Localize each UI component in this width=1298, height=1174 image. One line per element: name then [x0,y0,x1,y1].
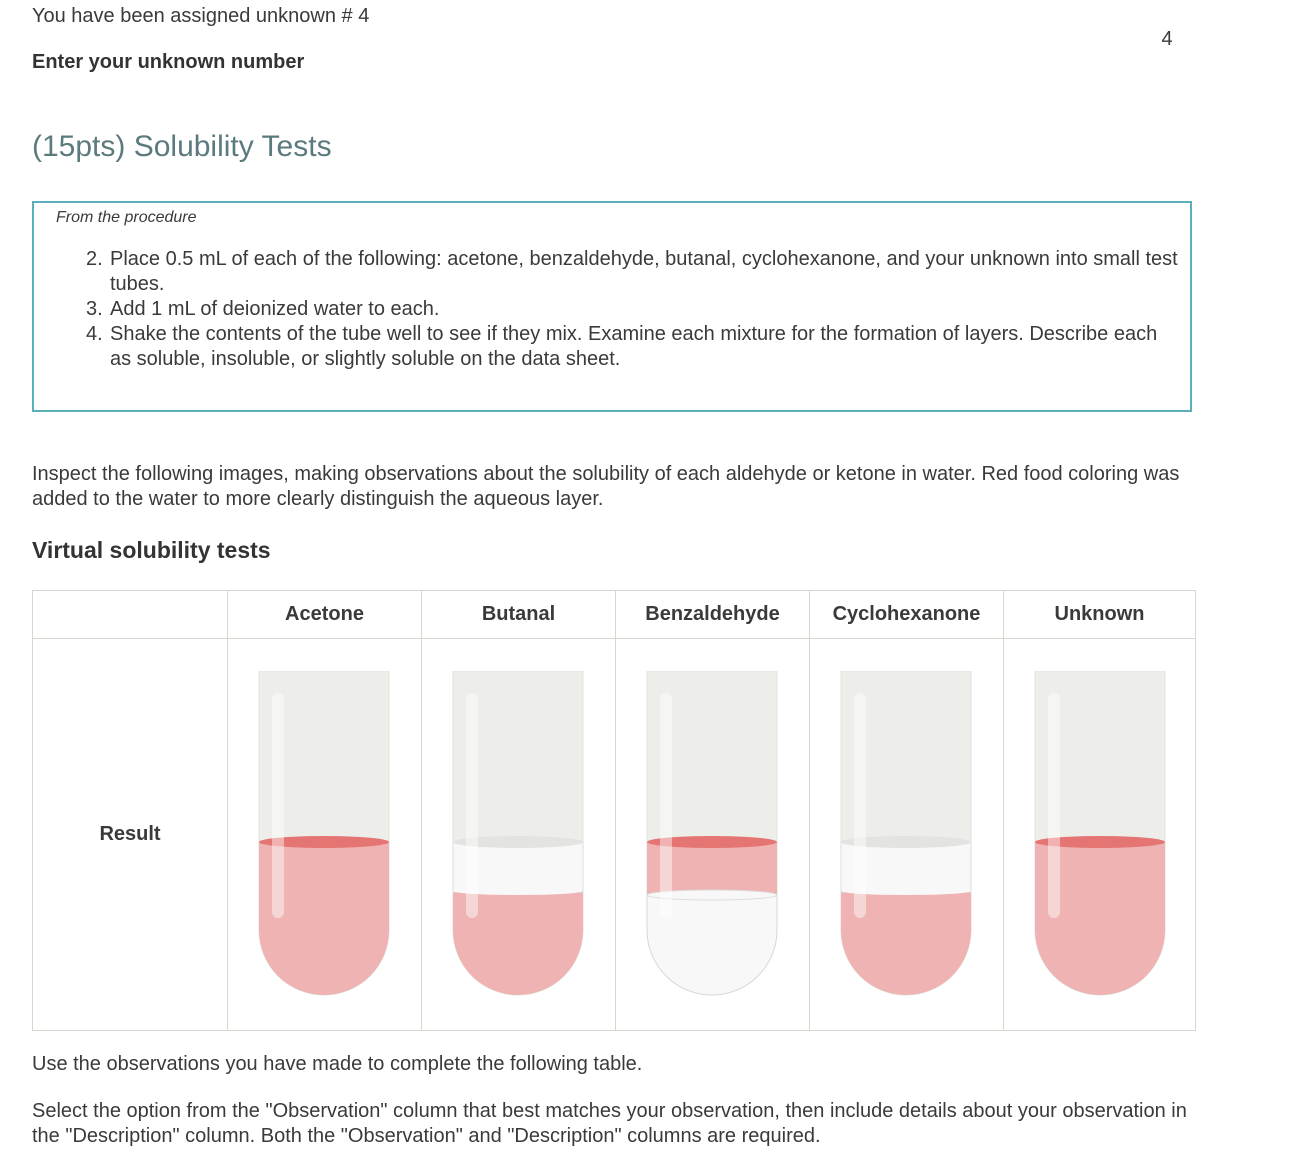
inspect-instructions: Inspect the following images, making observations about the solubility of each aldehyde or ketone in water. Red food coloring was added to the water to more clearly distinguish the aqueous layer. [32,463,1180,510]
column-header-butanal: Butanal [421,591,615,638]
assigned-text: You have been assigned unknown # 4 [32,5,370,27]
result-cell-acetone [227,639,421,1030]
column-header-unknown: Unknown [1003,591,1195,638]
test-tube-acetone [258,671,390,997]
glass-highlight [1048,693,1060,918]
result-cell-unknown [1003,639,1197,1030]
procedure-caption: From the procedure [56,209,197,226]
test-tube-cyclohexanone [840,671,972,997]
result-cell-cyclohexanone [809,639,1003,1030]
glass-highlight [466,693,478,918]
unknown-number-value[interactable]: 4 [1161,28,1173,50]
use-observations-text: Use the observations you have made to complete the following table. [32,1053,643,1075]
column-header-cyclohexanone: Cyclohexanone [809,591,1003,638]
solubility-table [32,590,1196,1031]
step-number: 2. [86,248,103,270]
result-row-label: Result [99,823,161,845]
section-title: (15pts) Solubility Tests [32,130,332,163]
procedure-step [86,297,1181,322]
glass-highlight [660,693,672,918]
test-tube-unknown [1034,671,1166,997]
step-number: 4. [86,323,103,345]
step-number: 3. [86,298,103,320]
table-title: Virtual solubility tests [32,537,271,563]
procedure-step [86,247,1181,297]
unknown-number-label: Enter your unknown number [32,51,305,73]
glass-highlight [272,693,284,918]
procedure-box [32,201,1192,412]
test-tube-butanal [452,671,584,997]
procedure-step [86,322,1181,372]
step-text: Place 0.5 mL of each of the following: acetone, benzaldehyde, butanal, cyclohexanone, and your unknown into small test tubes. [110,248,1178,295]
column-header-benzaldehyde: Benzaldehyde [615,591,809,638]
glass-highlight [854,693,866,918]
test-tube-benzaldehyde [646,671,778,997]
result-cell-butanal [421,639,615,1030]
step-text: Shake the contents of the tube well to see if they mix. Examine each mixture for the formation of layers. Describe each as soluble, insoluble, or slightly soluble on the data sheet. [110,323,1158,370]
select-option-text: Select the option from the "Observation" column that best matches your observation, then include details about your observation in the "Description" column. Both the "Observation" and "Description" columns are required. [32,1100,1187,1147]
result-cell-benzaldehyde [615,639,809,1030]
column-header-acetone: Acetone [227,591,421,638]
procedure-list [86,247,1181,372]
step-text: Add 1 mL of deionized water to each. [110,298,440,320]
